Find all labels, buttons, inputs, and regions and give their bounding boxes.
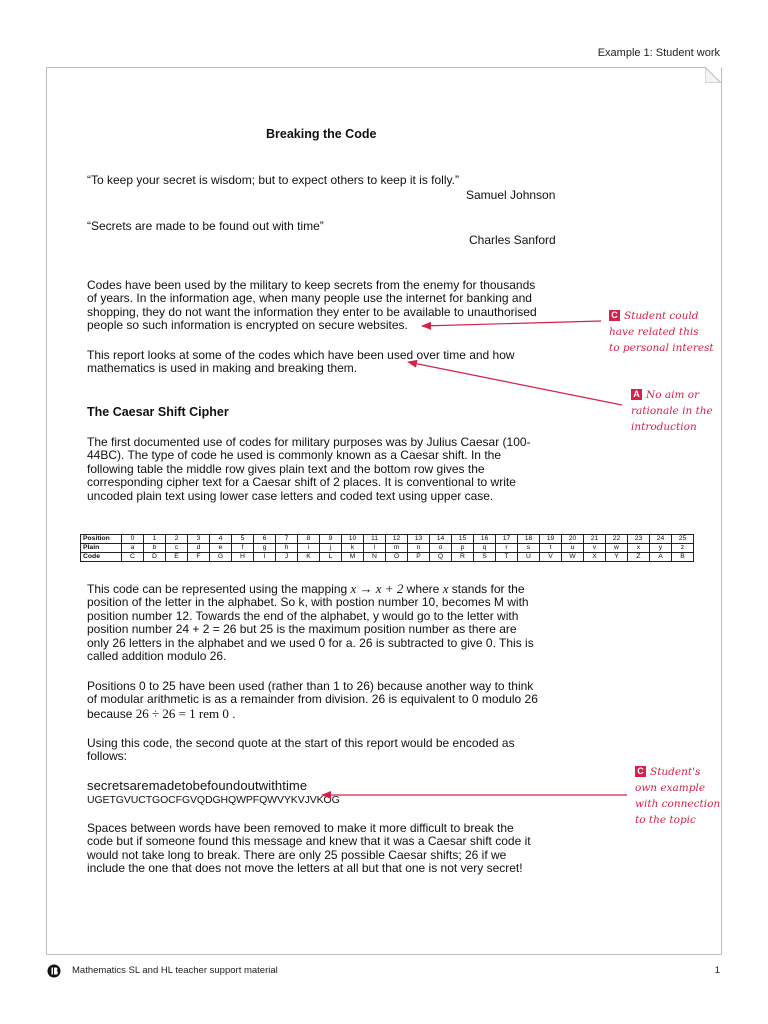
page-header-label: Example 1: Student work xyxy=(597,47,720,59)
table-cell: M xyxy=(342,553,364,562)
table-cell: J xyxy=(276,553,298,562)
table-cell: 0 xyxy=(122,535,144,544)
criterion-badge: A xyxy=(631,389,642,400)
table-cell: a xyxy=(122,544,144,553)
table-cell: s xyxy=(518,544,540,553)
table-cell: 12 xyxy=(386,535,408,544)
table-cell: 1 xyxy=(144,535,166,544)
table-cell: 7 xyxy=(276,535,298,544)
table-cell: 9 xyxy=(320,535,342,544)
division-formula: 26 ÷ 26 = 1 rem 0 xyxy=(135,705,229,721)
table-cell: I xyxy=(254,553,276,562)
paragraph-intro: Codes have been used by the military to keep secrets from the enemy for thousands of years. In the information age, when many people use the internet for banking and shopping, they do not want the information they enter to be available to unauthorised people so such information is encrypted on secure websites. xyxy=(87,278,537,333)
page-number: 1 xyxy=(714,965,720,976)
plaintext-example: secretsaremadetobefoundoutwithtime xyxy=(87,778,308,793)
table-cell: k xyxy=(342,544,364,553)
table-cell: m xyxy=(386,544,408,553)
table-cell: 17 xyxy=(496,535,518,544)
table-cell: 23 xyxy=(628,535,650,544)
ciphertext-example: UGETGVUCTGOCFGVQDGHQWPFQWVYKVJVKOG xyxy=(87,794,340,806)
table-cell: 19 xyxy=(540,535,562,544)
table-cell: 3 xyxy=(188,535,210,544)
table-cell: 5 xyxy=(232,535,254,544)
table-cell: t xyxy=(540,544,562,553)
table-cell: A xyxy=(650,553,672,562)
table-cell: 14 xyxy=(430,535,452,544)
table-cell: c xyxy=(166,544,188,553)
table-cell: x xyxy=(628,544,650,553)
annotation-note-2: A No aim or rationale in the introduction xyxy=(631,389,713,433)
table-cell: r xyxy=(496,544,518,553)
paragraph-modular: Positions 0 to 25 have been used (rather than 1 to 26) because another way to think of modular arithmetic is as a remainder from division. 26 is equivalent to 0 modulo 26 because 26 ÷ 26 = 1 rem 0 . xyxy=(87,679,538,721)
table-cell: B xyxy=(672,553,694,562)
table-cell: C xyxy=(122,553,144,562)
table-cell: d xyxy=(188,544,210,553)
table-cell: Q xyxy=(430,553,452,562)
section-heading: The Caesar Shift Cipher xyxy=(87,405,229,419)
table-cell: z xyxy=(672,544,694,553)
table-cell: D xyxy=(144,553,166,562)
table-cell: 22 xyxy=(606,535,628,544)
paragraph-caesar-history: The first documented use of codes for military purposes was by Julius Caesar (100- 44BC). The type of code he used is commonly known as a Caesar shift. In the following table the middle row gives plain text and the bottom row gives the corresponding cipher text for a Caesar shift of 2 places. It is conventional to write uncoded plain text using lower case letters and coded text using upper case. xyxy=(87,435,531,503)
table-cell: v xyxy=(584,544,606,553)
table-cell: 21 xyxy=(584,535,606,544)
footer-title: Mathematics SL and HL teacher support material xyxy=(72,965,278,976)
table-cell: L xyxy=(320,553,342,562)
paragraph-conclusion: Spaces between words have been removed to make it more difficult to break the code but if someone found this message and knew that it was a Caesar shift code it would not take long to break. There are only 25 possible Caesar shifts; 26 if we include the one that does not move the letters at all but that one is not very secret! xyxy=(87,821,531,876)
arrow-note-2 xyxy=(408,362,622,405)
table-cell: l xyxy=(364,544,386,553)
table-cell: u xyxy=(562,544,584,553)
table-cell: N xyxy=(364,553,386,562)
table-cell: W xyxy=(562,553,584,562)
table-cell: y xyxy=(650,544,672,553)
table-cell: o xyxy=(430,544,452,553)
table-cell: 24 xyxy=(650,535,672,544)
table-cell: p xyxy=(452,544,474,553)
table-cell: H xyxy=(232,553,254,562)
table-cell: h xyxy=(276,544,298,553)
table-cell: w xyxy=(606,544,628,553)
row-label: Plain xyxy=(81,544,122,553)
mapping-formula: x → x + 2 xyxy=(350,581,404,596)
table-cell: G xyxy=(210,553,232,562)
table-cell: Y xyxy=(606,553,628,562)
annotation-note-3: C Student's own example with connection to the topic xyxy=(635,766,721,826)
table-cell: R xyxy=(452,553,474,562)
table-cell: O xyxy=(386,553,408,562)
document-title: Breaking the Code xyxy=(266,127,377,141)
table-cell: F xyxy=(188,553,210,562)
table-cell: n xyxy=(408,544,430,553)
table-cell: P xyxy=(408,553,430,562)
table-cell: 16 xyxy=(474,535,496,544)
row-label: Code xyxy=(81,553,122,562)
table-cell: j xyxy=(320,544,342,553)
table-cell: b xyxy=(144,544,166,553)
quote-2: “Secrets are made to be found out with time” xyxy=(87,219,324,233)
row-label: Position xyxy=(81,535,122,544)
criterion-badge: C xyxy=(635,766,646,777)
table-cell: f xyxy=(232,544,254,553)
table-cell: 8 xyxy=(298,535,320,544)
table-cell: 2 xyxy=(166,535,188,544)
quote-2-author: Charles Sanford xyxy=(469,233,556,247)
table-cell: i xyxy=(298,544,320,553)
table-cell: e xyxy=(210,544,232,553)
table-cell: V xyxy=(540,553,562,562)
table-cell: X xyxy=(584,553,606,562)
table-cell: 10 xyxy=(342,535,364,544)
table-cell: 4 xyxy=(210,535,232,544)
criterion-badge: C xyxy=(609,310,620,321)
table-cell: 25 xyxy=(672,535,694,544)
quote-1-author: Samuel Johnson xyxy=(466,188,556,202)
table-cell: 20 xyxy=(562,535,584,544)
table-cell: E xyxy=(166,553,188,562)
table-cell: q xyxy=(474,544,496,553)
table-cell: 18 xyxy=(518,535,540,544)
table-cell: U xyxy=(518,553,540,562)
table-cell: 15 xyxy=(452,535,474,544)
quote-1: “To keep your secret is wisdom; but to expect others to keep it is folly.” xyxy=(87,173,459,187)
table-cell: T xyxy=(496,553,518,562)
paragraph-report-purpose: This report looks at some of the codes which have been used over time and how mathematics is used in making and breaking them. xyxy=(87,348,515,376)
table-cell: g xyxy=(254,544,276,553)
table-cell: S xyxy=(474,553,496,562)
ib-logo-icon xyxy=(47,964,61,978)
table-cell: 13 xyxy=(408,535,430,544)
table-cell: 6 xyxy=(254,535,276,544)
table-cell: Z xyxy=(628,553,650,562)
table-cell: K xyxy=(298,553,320,562)
arrow-note-1 xyxy=(422,321,601,326)
annotation-note-1: C Student could have related this to personal interest xyxy=(609,310,714,354)
table-cell: 11 xyxy=(364,535,386,544)
paragraph-mapping: This code can be represented using the mapping x → x + 2 where x stands for the position of the letter in the alphabet. So k, with postion number 10, becomes M with position number 12. Towards the end of the alphabet, y would go to the letter with position number 24 + 2 = 26 but 25 is the maximum position number as there are only 26 letters in the alphabet and we used 0 for a. 26 is subtracted to give 0. This is called addition modulo 26. xyxy=(87,581,534,664)
paragraph-encoding-intro: Using this code, the second quote at the start of this report would be encoded as follows: xyxy=(87,736,515,764)
